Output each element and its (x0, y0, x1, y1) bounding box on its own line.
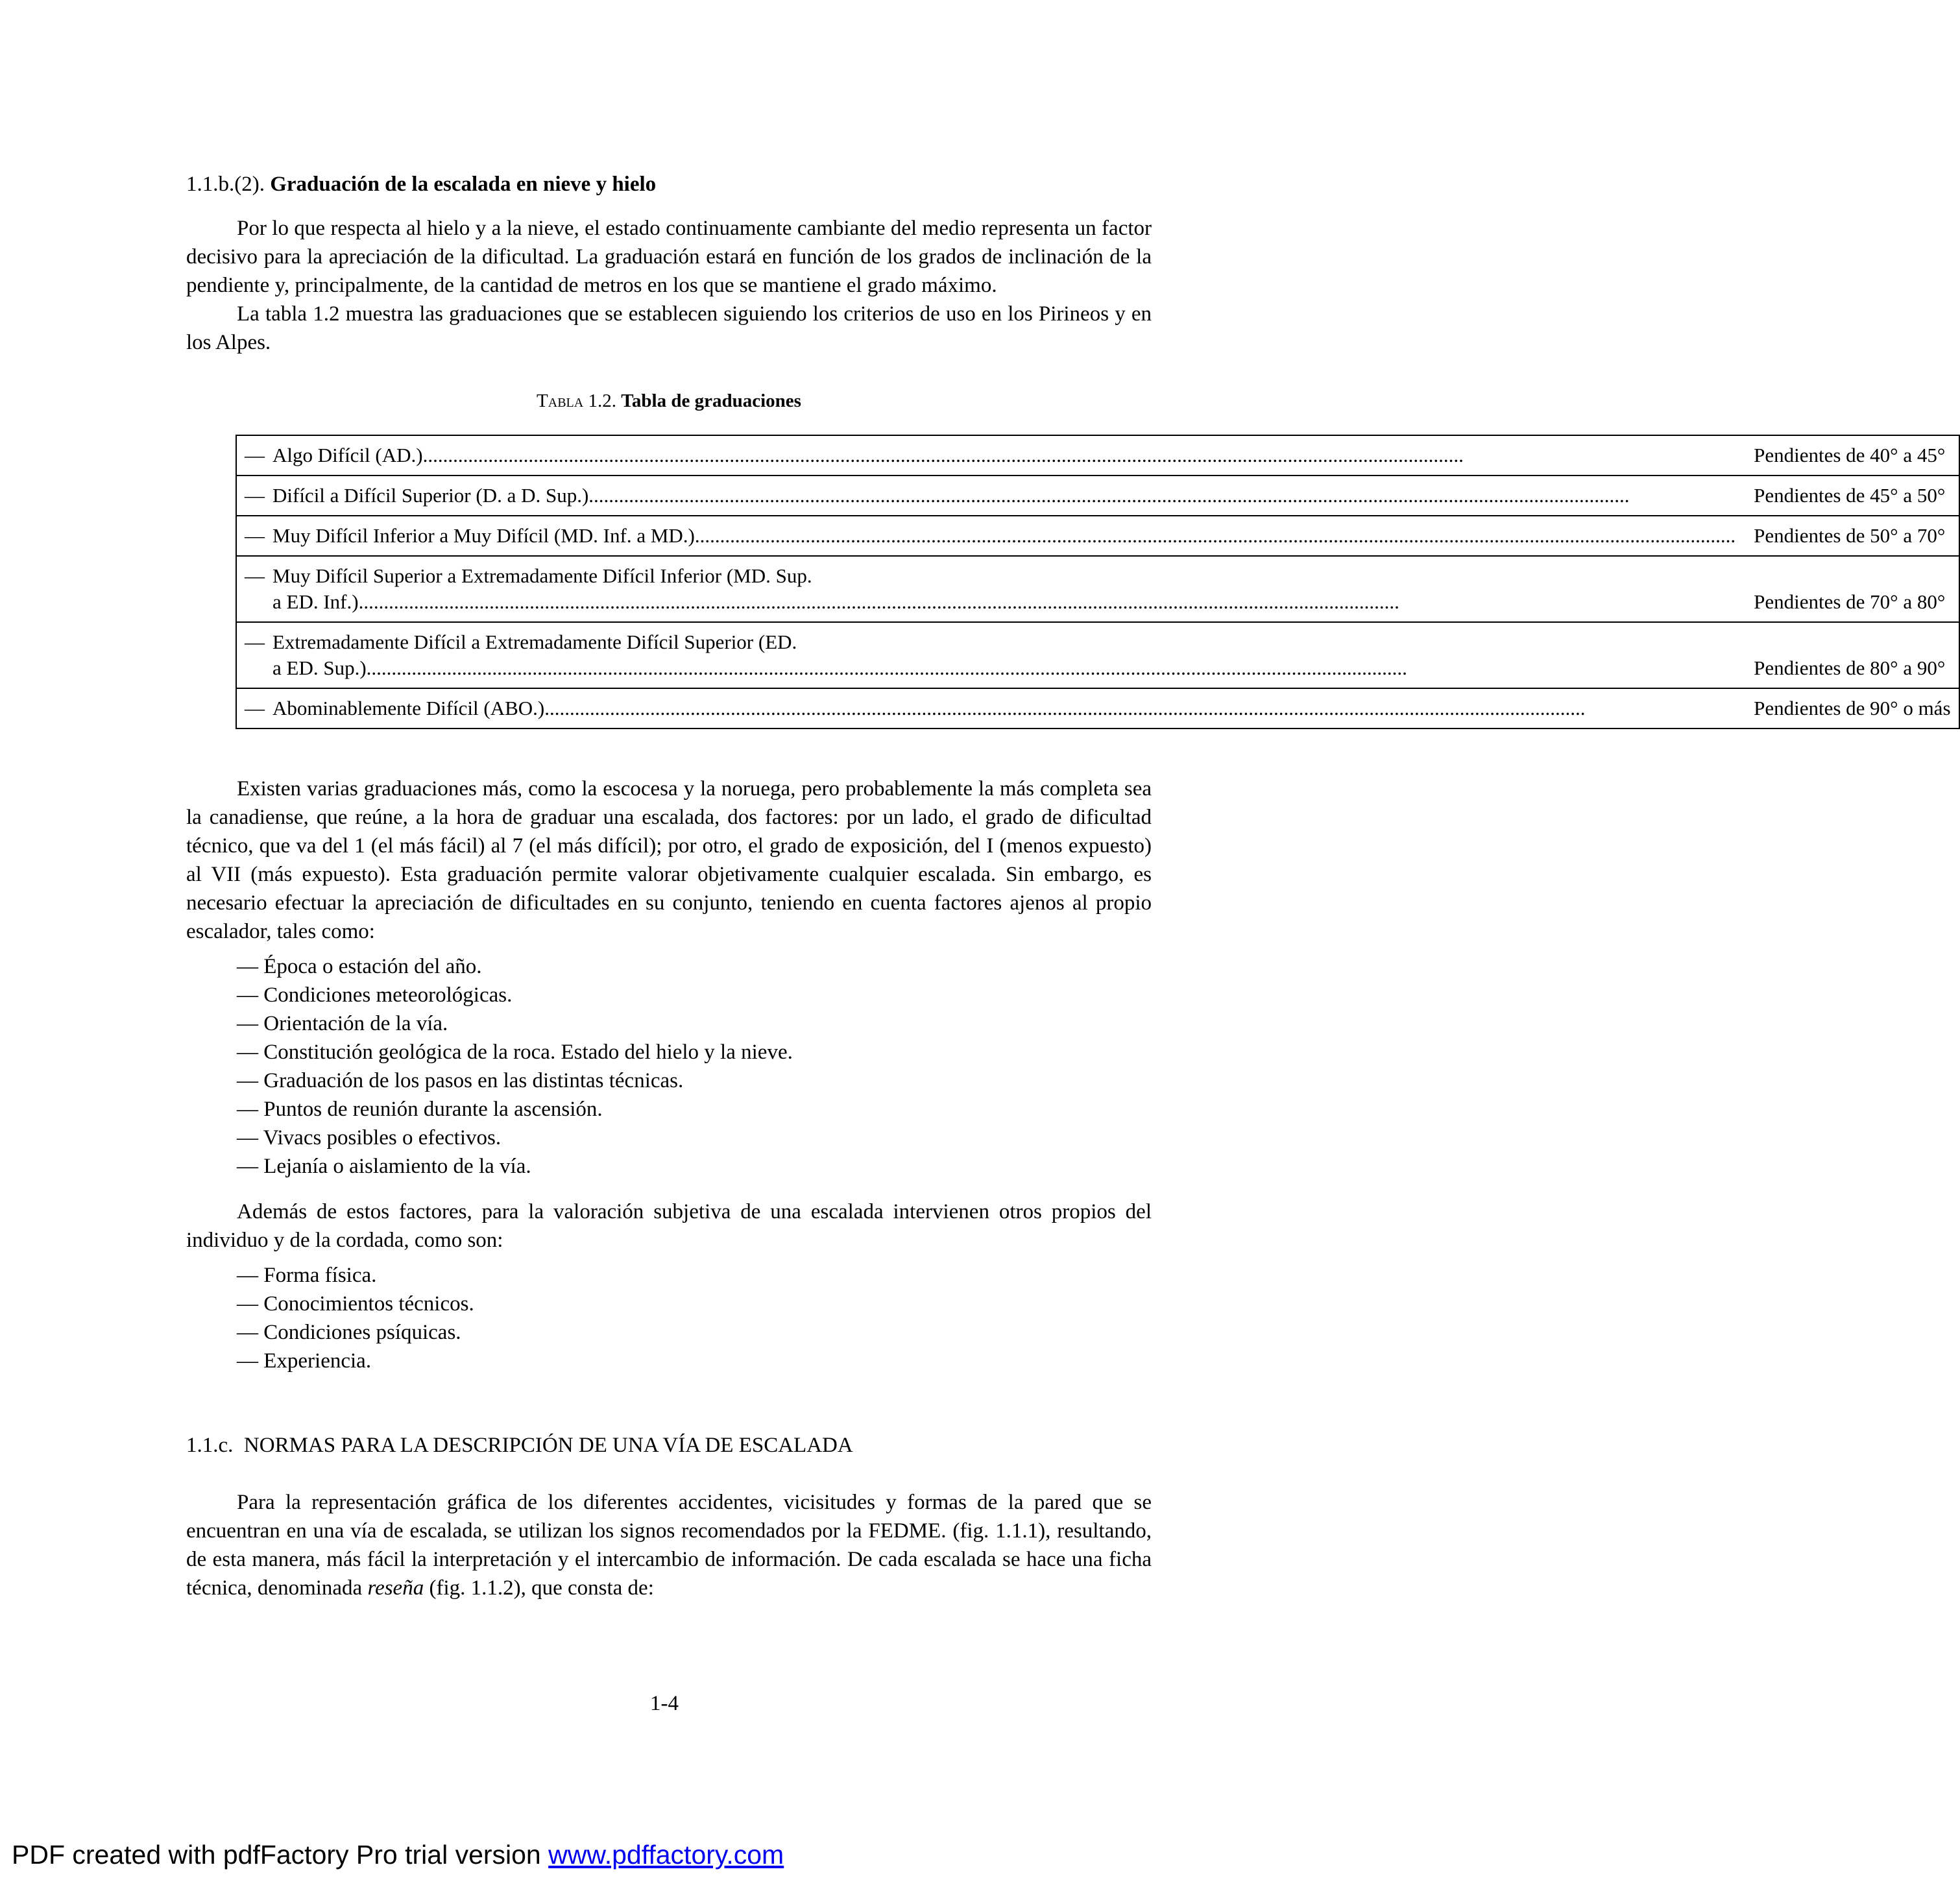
grade-label: Abominablemente Difícil (ABO.) (272, 697, 545, 719)
list-item: — Condiciones psíquicas. (237, 1318, 1152, 1347)
grade-cell (236, 516, 1743, 556)
dash-marker: — (245, 444, 265, 466)
grade-cell (236, 622, 1743, 688)
list-item: — Condiciones meteorológicas. (237, 981, 1152, 1009)
slope-cell: Pendientes de 40° a 45° (1743, 435, 1959, 476)
paragraph: Por lo que respecta al hielo y a la nieve, el estado continuamente cambiante del medio representa un factor decisivo para la apreciación de la dificultad. La graduación estará en función de los grados de inclinación de la pendiente y, principalmente, de la cantidad de metros en los que se mantiene el grado máximo. (186, 217, 1152, 297)
table-row (236, 516, 1959, 556)
grade-label: Algo Difícil (AD.) (272, 444, 423, 466)
slope-cell: Pendientes de 90° o más (1743, 688, 1959, 728)
leader-dots (423, 442, 1736, 468)
table-caption-number: 1.2. (588, 391, 616, 411)
grade-cell (236, 688, 1743, 728)
slope-cell: Pendientes de 45° a 50° (1743, 476, 1959, 516)
paragraph: Además de estos factores, para la valoración subjetiva de una escalada intervienen otros propios del individuo y de la cordada, como son: (186, 1200, 1152, 1252)
paragraph: Existen varias graduaciones más, como la escocesa y la noruega, pero probablemente la más completa sea la canadiense, que reúne, a la hora de graduar una escalada, dos factores: por un lado, el grado de dificultad técnico, que va del 1 (el más fácil) al 7 (el más difícil); por otro, el grado de exposición, del I (menos expuesto) al VII (más expuesto). Esta graduación permite valorar objetivamente cualquier escalada. Sin embargo, es necesario efectuar la apreciación de dificultades en su conjunto, teniendo en cuenta factores ajenos al propio escalador, tales como: (186, 777, 1152, 943)
section-title: NORMAS PARA LA DESCRIPCIÓN DE UNA VÍA DE ESCALADA (243, 1434, 853, 1457)
list-item: — Constitución geológica de la roca. Estado del hielo y la nieve. (237, 1038, 1152, 1066)
table-caption-title: Tabla de graduaciones (621, 391, 801, 411)
leader-dots (367, 655, 1736, 681)
grade-label: Difícil a Difícil Superior (D. a D. Sup.) (272, 484, 589, 507)
list-item: — Forma física. (237, 1261, 1152, 1290)
section-heading (186, 1431, 1152, 1460)
slope-cell: Pendientes de 70° a 80° (1743, 556, 1959, 622)
paragraph: La tabla 1.2 muestra las graduaciones que se establecen siguiendo los criterios de uso en los Pirineos y en los Alpes. (186, 302, 1152, 354)
subsection-number: 1.1.b.(2). (186, 173, 265, 196)
page-content (186, 170, 1951, 1602)
list-item: — Orientación de la vía. (237, 1009, 1152, 1038)
page-number: 1-4 (650, 1692, 679, 1715)
table-caption (186, 387, 1152, 415)
grade-label: Muy Difícil Inferior a Muy Difícil (MD. Inf. a MD.) (272, 524, 695, 547)
leader-dots (588, 483, 1736, 509)
footer-link[interactable]: www.pdffactory.com (548, 1840, 784, 1870)
leader-dots (695, 523, 1736, 549)
emphasized-term: reseña (367, 1576, 424, 1600)
leader-dots (544, 695, 1736, 721)
paragraph: Para la representación gráfica de los diferentes accidentes, vicisitudes y formas de la pared que se encuentran en una vía de escalada, se utilizan los signos recomendados por la FEDME. (fig. 1.1.1), resultando, de esta manera, más fácil la interpretación y el intercambio de información. De cada escalada se hace una ficha técnica, denominada reseña (fig. 1.1.2), que consta de: (186, 1491, 1152, 1600)
table-row (236, 688, 1959, 728)
dash-marker: — (245, 564, 265, 587)
leader-dots (359, 589, 1736, 615)
section-number: 1.1.c. (186, 1434, 234, 1457)
grade-label-line1: Muy Difícil Superior a Extremadamente Difícil Inferior (MD. Sup. (272, 564, 812, 587)
table-row (236, 622, 1959, 688)
dash-marker: — (245, 631, 265, 653)
slope-cell: Pendientes de 50° a 70° (1743, 516, 1959, 556)
dash-marker: — (245, 484, 265, 507)
slope-cell: Pendientes de 80° a 90° (1743, 622, 1959, 688)
external-factors-list (237, 952, 1152, 1181)
list-item: — Conocimientos técnicos. (237, 1290, 1152, 1318)
list-item: — Lejanía o aislamiento de la vía. (237, 1152, 1152, 1181)
grade-cell (236, 556, 1743, 622)
pdf-footer (12, 1840, 784, 1870)
personal-factors-list (237, 1261, 1152, 1375)
dash-marker: — (245, 524, 265, 547)
grade-label: a ED. Sup.) (272, 656, 367, 679)
grades-table (236, 435, 1960, 729)
dash-marker: — (245, 697, 265, 719)
table-row (236, 476, 1959, 516)
footer-text: PDF created with pdfFactory Pro trial version (12, 1840, 541, 1870)
list-item: — Vivacs posibles o efectivos. (237, 1124, 1152, 1152)
subsection-heading (186, 170, 1152, 199)
subsection-title: Graduación de la escalada en nieve y hielo (270, 173, 657, 196)
list-item: — Experiencia. (237, 1347, 1152, 1375)
table-caption-prefix: Tabla (537, 391, 584, 411)
list-item: — Puntos de reunión durante la ascensión. (237, 1095, 1152, 1124)
grade-label-line1: Extremadamente Difícil a Extremadamente Difícil Superior (ED. (272, 631, 797, 653)
table-row (236, 435, 1959, 476)
list-item: — Graduación de los pasos en las distintas técnicas. (237, 1066, 1152, 1095)
table-row (236, 556, 1959, 622)
list-item: — Época o estación del año. (237, 952, 1152, 981)
grade-cell (236, 476, 1743, 516)
grade-cell (236, 435, 1743, 476)
grade-label: a ED. Inf.) (272, 590, 359, 613)
